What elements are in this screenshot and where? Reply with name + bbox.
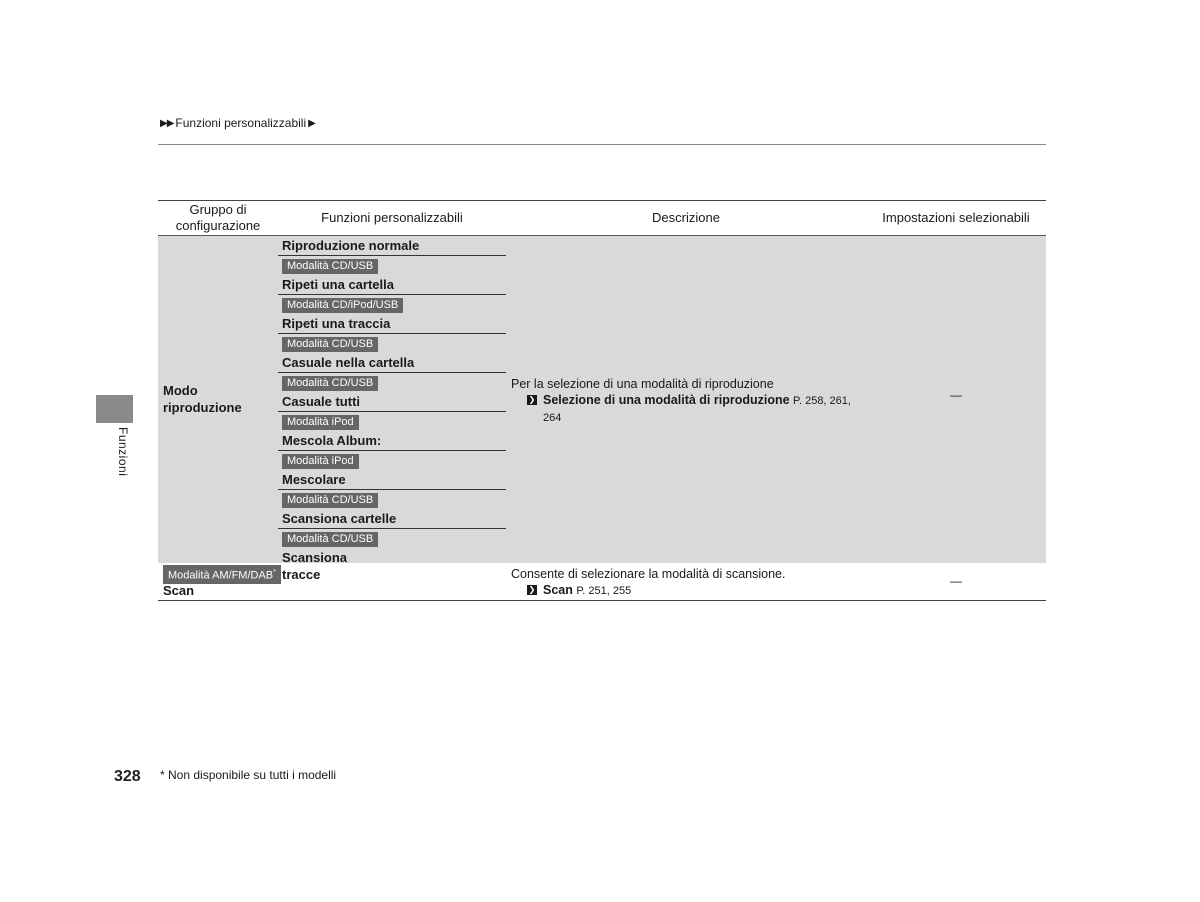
- reference-title[interactable]: Selezione di una modalità di riproduzione: [543, 393, 790, 407]
- function-name: Scan: [163, 583, 195, 598]
- function-name: Ripeti una cartella: [282, 277, 394, 292]
- description-text: Consente di selezionare la modalità di scansione.: [511, 567, 786, 581]
- description-cell: [511, 376, 861, 426]
- group-label: Modo riproduzione: [163, 383, 242, 415]
- divider: [278, 489, 506, 490]
- function-item: [278, 236, 506, 275]
- table-row-scan: [158, 563, 1046, 601]
- header-divider: [158, 144, 1046, 145]
- settings-value: —: [950, 388, 962, 402]
- function-item: [278, 470, 506, 509]
- function-item: [278, 275, 506, 314]
- header-functions: Funzioni personalizzabili: [321, 210, 463, 225]
- reference-title[interactable]: Scan: [543, 583, 573, 597]
- table-header: [158, 201, 1046, 236]
- function-list: [278, 236, 506, 583]
- divider: [278, 450, 506, 451]
- footnote: * Non disponibile su tutti i modelli: [160, 768, 337, 782]
- settings-table: [158, 200, 1046, 601]
- mode-badge: Modalità CD/USB: [282, 376, 378, 391]
- function-name: Casuale nella cartella: [282, 355, 415, 370]
- function-name: Scansiona cartelle: [282, 511, 397, 526]
- divider: [278, 528, 506, 529]
- function-item: [278, 314, 506, 353]
- breadcrumb-label[interactable]: Funzioni personalizzabili: [175, 116, 307, 130]
- mode-badge: Modalità CD/USB: [282, 337, 378, 352]
- breadcrumb-arrow-end: ▶: [308, 117, 316, 129]
- mode-badge: Modalità CD/USB: [282, 532, 378, 547]
- description-cell: [511, 566, 861, 599]
- section-label: Funzioni: [116, 427, 130, 477]
- breadcrumb-arrows: ▶▶: [160, 117, 174, 129]
- section-tab: [96, 395, 133, 423]
- mode-badge: Modalità CD/USB: [282, 259, 378, 274]
- function-item: [278, 353, 506, 392]
- function-name: Mescola Album:: [282, 433, 382, 448]
- header-settings: Impostazioni selezionabili: [882, 210, 1030, 225]
- cross-reference[interactable]: [527, 582, 861, 599]
- function-item: [278, 431, 506, 470]
- divider: [278, 411, 506, 412]
- function-name: Scansiona tracce: [282, 550, 348, 582]
- function-name: Riproduzione normale: [282, 238, 420, 253]
- reference-arrow-icon: ❯: [528, 395, 536, 404]
- breadcrumb: [160, 116, 316, 130]
- function-name: Ripeti una traccia: [282, 316, 391, 331]
- mode-badge: Modalità AM/FM/DAB*: [163, 565, 281, 584]
- reference-arrow-icon: ❯: [528, 585, 536, 594]
- header-description: Descrizione: [652, 210, 720, 225]
- header-group: Gruppo di configurazione: [175, 202, 261, 233]
- divider: [278, 333, 506, 334]
- divider: [278, 372, 506, 373]
- divider: [278, 294, 506, 295]
- mode-badge: Modalità CD/USB: [282, 493, 378, 508]
- reference-pages: P. 258, 261, 264: [543, 395, 851, 424]
- function-name: Casuale tutti: [282, 394, 361, 409]
- divider: [278, 255, 506, 256]
- function-item: [278, 509, 506, 548]
- mode-badge: Modalità CD/iPod/USB: [282, 298, 403, 313]
- settings-value: —: [950, 574, 962, 588]
- mode-badge: Modalità iPod: [282, 454, 359, 469]
- reference-pages: P. 251, 255: [576, 585, 632, 597]
- function-name: Mescolare: [282, 472, 346, 487]
- cross-reference[interactable]: [527, 392, 861, 426]
- page-number: 328: [114, 768, 141, 785]
- function-item: [278, 392, 506, 431]
- description-text: Per la selezione di una modalità di riproduzione: [511, 377, 774, 391]
- mode-badge: Modalità iPod: [282, 415, 359, 430]
